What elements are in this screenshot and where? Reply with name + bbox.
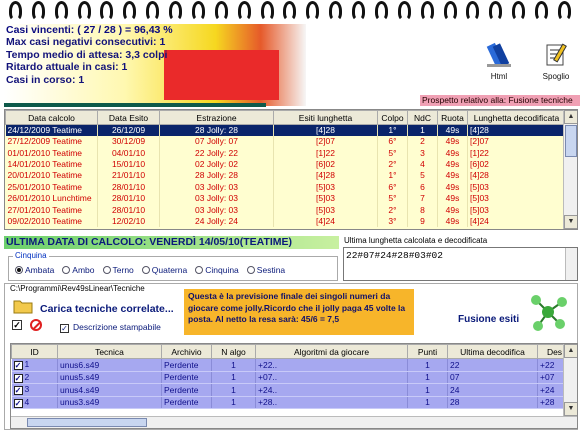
table-cell: [1]22: [274, 147, 378, 158]
table-cell: 2: [408, 136, 438, 147]
table-cell: [5]03: [468, 182, 566, 193]
table-cell: [5]03: [274, 204, 378, 215]
table-cell: [5]03: [468, 204, 566, 215]
radio-icon: [103, 266, 111, 274]
table-cell: 6°: [378, 182, 408, 193]
table-cell: [58, 396, 162, 409]
table-cell: [448, 396, 538, 409]
table-cell: 14/01/2010 Teatime: [6, 159, 98, 170]
table-cell: 02 Jolly: 02: [160, 159, 274, 170]
table-cell: [408, 396, 448, 409]
cell-text: 1: [425, 359, 430, 370]
cell-text: 1: [425, 372, 430, 383]
table-cell: 26/12/09: [98, 125, 160, 137]
table-cell: 25/01/2010 Teatime: [6, 182, 98, 193]
table-row[interactable]: [6, 159, 566, 170]
cell-text: 1: [24, 359, 30, 370]
cell-text: Perdente: [164, 372, 199, 383]
column-header[interactable]: Ultima decodifica: [448, 345, 538, 359]
table-cell: 5°: [378, 193, 408, 204]
table-cell: [2]07: [274, 136, 378, 147]
html-button[interactable]: Html: [474, 40, 524, 81]
radio-icon: [62, 266, 70, 274]
table-cell: [448, 384, 538, 397]
table-cell: 22 Jolly: 22: [160, 147, 274, 158]
cell-text: +24..: [258, 384, 278, 395]
results-scrollbar[interactable]: [563, 110, 577, 229]
table-cell: [12, 384, 58, 397]
radio-label: Sestina: [256, 265, 286, 275]
table-cell: 09/02/2010 Teatime: [6, 216, 98, 227]
column-header[interactable]: N algo: [212, 345, 256, 359]
stat-ritardo: Ritardo attuale in casi: 1: [6, 61, 128, 74]
table-cell: [5]03: [468, 193, 566, 204]
radio-label: Terno: [112, 265, 134, 275]
radio-label: Cinquina: [205, 265, 239, 275]
radio-icon: [247, 266, 255, 274]
table-cell: [256, 371, 408, 384]
cell-text: unus4.s49: [60, 384, 100, 395]
row-checkbox[interactable]: ✓: [14, 361, 22, 371]
table-cell: 49s: [438, 193, 468, 204]
cell-text: 28: [450, 397, 460, 408]
table-cell: 20/01/2010 Teatime: [6, 170, 98, 181]
table-cell: 6: [408, 182, 438, 193]
table-cell: [6]02: [274, 159, 378, 170]
tecniche-path: C:\Programmi\Rev49sLinear\Tecniche: [10, 284, 145, 293]
table-row[interactable]: [12, 371, 572, 384]
cell-text: 4: [24, 396, 30, 407]
table-cell: 28 Jolly: 28: [160, 125, 274, 137]
notebook-spiral: [0, 0, 580, 22]
table-cell: 30/12/09: [98, 136, 160, 147]
table-row[interactable]: [6, 147, 566, 158]
table-cell: 49s: [438, 147, 468, 158]
table-cell: 4: [408, 159, 438, 170]
table-cell: [12, 359, 58, 372]
table-row[interactable]: [12, 384, 572, 397]
column-header[interactable]: Colpo: [378, 111, 408, 125]
table-cell: 21/01/10: [98, 170, 160, 181]
row-checkbox[interactable]: ✓: [14, 386, 22, 396]
table-cell: 01/01/2010 Teatime: [6, 147, 98, 158]
table-cell: [4]24: [468, 216, 566, 227]
cell-text: 1: [231, 397, 236, 408]
stat-casi-in-corso: Casi in corso: 1: [6, 73, 85, 86]
divider: [4, 103, 266, 107]
table-cell: 5°: [378, 147, 408, 158]
table-row[interactable]: [12, 396, 572, 409]
table-cell: [4]24: [274, 216, 378, 227]
table-cell: [58, 371, 162, 384]
table-cell: [162, 359, 212, 372]
row-checkbox[interactable]: ✓: [14, 398, 22, 408]
cell-text: 2: [24, 371, 30, 382]
cell-text: +24: [540, 384, 555, 395]
table-cell: [162, 371, 212, 384]
table-cell: 49s: [438, 216, 468, 227]
spoglio-button[interactable]: Spoglio: [536, 42, 576, 81]
stat-max-negativi: Max casi negativi consecutivi: 1: [6, 36, 166, 49]
table-cell: 24 Jolly: 24: [160, 216, 274, 227]
table-row[interactable]: [6, 182, 566, 193]
scroll-up-icon[interactable]: ▲: [564, 344, 578, 358]
table-cell: 49s: [438, 204, 468, 215]
table-cell: [58, 384, 162, 397]
sorte-group: Cinquina Ambata Ambo Terno Quaterna Cinquina Sestina: [8, 256, 338, 281]
table-cell: 49s: [438, 170, 468, 181]
table-row[interactable]: [12, 359, 572, 372]
table-cell: 49s: [438, 182, 468, 193]
table-cell: [256, 384, 408, 397]
tecniche-hscrollbar[interactable]: [11, 416, 577, 428]
table-cell: 2°: [378, 204, 408, 215]
table-cell: 49s: [438, 159, 468, 170]
column-header[interactable]: Estrazione: [160, 111, 274, 125]
cell-text: 1: [231, 384, 236, 395]
column-header[interactable]: Lunghetta decodificata: [468, 111, 566, 125]
table-cell: 24/12/2009 Teatime: [6, 125, 98, 137]
cell-text: 07: [450, 372, 460, 383]
column-header[interactable]: Punti: [408, 345, 448, 359]
radio-cinquina[interactable]: [195, 265, 239, 275]
column-header[interactable]: Data calcolo: [6, 111, 98, 125]
scroll-up-icon[interactable]: ▲: [564, 110, 578, 124]
table-cell: [448, 359, 538, 372]
cell-text: 24: [450, 384, 460, 395]
table-cell: [408, 359, 448, 372]
table-cell: 12/02/10: [98, 216, 160, 227]
table-cell: 03 Jolly: 03: [160, 182, 274, 193]
radio-icon: [195, 266, 203, 274]
table-cell: [1]22: [468, 147, 566, 158]
document-pencil-icon: [543, 42, 569, 70]
cell-text: Perdente: [164, 384, 199, 395]
table-cell: 27/12/2009 Teatime: [6, 136, 98, 147]
table-cell: [162, 396, 212, 409]
table-cell: [448, 371, 538, 384]
stat-tempo-medio: Tempo medio di attesa: 3,3 colpi: [6, 48, 168, 61]
cancel-icon[interactable]: [30, 319, 42, 331]
cell-text: 1: [231, 372, 236, 383]
cell-text: 1: [425, 384, 430, 395]
table-cell: [5]03: [274, 193, 378, 204]
table-cell: [256, 359, 408, 372]
table-cell: 3°: [378, 216, 408, 227]
table-cell: [4]28: [468, 125, 566, 137]
tecniche-vscrollbar[interactable]: [563, 344, 577, 416]
stat-casi-vincenti: Casi vincenti: ( 27 / 28 ) = 96,43 %: [6, 24, 173, 36]
radio-terno[interactable]: [103, 265, 134, 275]
table-cell: [212, 396, 256, 409]
cell-text: 22: [450, 359, 460, 370]
column-header[interactable]: Algoritmi da giocare: [256, 345, 408, 359]
radio-icon: [142, 266, 150, 274]
ultima-lunghetta-label: Ultima lunghetta calcolata e decodificata: [344, 236, 488, 245]
prospetto-label: Prospetto relativo alla: Fusione tecniche: [420, 95, 580, 106]
radio-label: Ambata: [25, 265, 55, 275]
radio-label: Ambo: [72, 265, 95, 275]
column-header[interactable]: Esiti lunghetta: [274, 111, 378, 125]
cell-text: +28: [540, 397, 555, 408]
table-cell: [256, 396, 408, 409]
cell-text: +07..: [258, 372, 278, 383]
radio-ambata[interactable]: [15, 265, 54, 275]
carica-tecniche-button[interactable]: Carica tecniche correlate...: [40, 303, 174, 315]
cell-text: +22: [540, 359, 555, 370]
cell-text: unus3.s49: [60, 397, 100, 408]
previsione-note: Questa è la previsione finale dei singoli numeri da giocare come jolly.Ricordo che il jolly paga 45 volte la posta. Al netto la resa sarà: 45/6 = 7,5: [184, 289, 414, 335]
radio-label: Quaterna: [151, 265, 188, 275]
table-cell: 8: [408, 204, 438, 215]
table-cell: 27/01/2010 Teatime: [6, 204, 98, 215]
cell-text: +22..: [258, 359, 278, 370]
table-cell: 9: [408, 216, 438, 227]
table-cell: 28 Jolly: 28: [160, 170, 274, 181]
ultima-scrollbar[interactable]: [565, 248, 577, 280]
table-cell: [162, 384, 212, 397]
folder-icon[interactable]: [13, 298, 33, 314]
cell-text: Perdente: [164, 359, 199, 370]
results-grid[interactable]: [4, 109, 578, 230]
table-cell: 3: [408, 147, 438, 158]
cell-text: 1: [425, 397, 430, 408]
column-header[interactable]: Archivio: [162, 345, 212, 359]
table-cell: [212, 384, 256, 397]
cell-text: Perdente: [164, 397, 199, 408]
radio-ambo[interactable]: [62, 265, 94, 275]
table-cell: 28/01/10: [98, 204, 160, 215]
molecule-icon[interactable]: [528, 292, 570, 334]
column-header[interactable]: Des: [538, 345, 572, 359]
table-cell: 15/01/10: [98, 159, 160, 170]
cell-text: +28..: [258, 397, 278, 408]
table-row[interactable]: [6, 204, 566, 215]
table-cell: [4]28: [274, 125, 378, 137]
table-cell: [408, 384, 448, 397]
table-cell: [4]28: [468, 170, 566, 181]
table-cell: [2]07: [468, 136, 566, 147]
column-header[interactable]: Tecnica: [58, 345, 162, 359]
column-header[interactable]: Ruota: [438, 111, 468, 125]
table-cell: [408, 371, 448, 384]
column-header[interactable]: ID: [12, 345, 58, 359]
cell-text: +07: [540, 372, 555, 383]
scroll-down-icon[interactable]: ▼: [564, 402, 578, 416]
table-row[interactable]: [6, 125, 566, 137]
radio-icon: [15, 266, 23, 274]
table-cell: 28/01/10: [98, 182, 160, 193]
table-cell: [12, 371, 58, 384]
row-checkbox[interactable]: ✓: [14, 373, 22, 383]
table-cell: 1°: [378, 125, 408, 137]
column-header[interactable]: Data Esito: [98, 111, 160, 125]
table-cell: 7: [408, 193, 438, 204]
table-cell: 04/01/10: [98, 147, 160, 158]
radio-quaterna[interactable]: [142, 265, 187, 275]
table-cell: 6°: [378, 136, 408, 147]
table-cell: 03 Jolly: 03: [160, 204, 274, 215]
table-cell: 2°: [378, 159, 408, 170]
table-cell: 28/01/10: [98, 193, 160, 204]
table-cell: 49s: [438, 136, 468, 147]
table-cell: 49s: [438, 125, 468, 137]
ultima-lunghetta-field[interactable]: 22#07#24#28#03#02: [343, 247, 578, 281]
stats-panel: [4, 24, 306, 106]
table-cell: [58, 359, 162, 372]
table-cell: 26/01/2010 Lunchtime: [6, 193, 98, 204]
table-cell: 1°: [378, 170, 408, 181]
table-cell: [6]02: [468, 159, 566, 170]
table-row[interactable]: [6, 170, 566, 181]
cell-text: 3: [24, 384, 30, 395]
cell-text: unus5.s49: [60, 372, 100, 383]
column-header[interactable]: NdC: [408, 111, 438, 125]
table-row[interactable]: [6, 216, 566, 227]
ultima-data-banner: ULTIMA DATA DI CALCOLO: VENERDÌ 14/05/10(TEATIME): [4, 236, 339, 249]
table-cell: 5: [408, 170, 438, 181]
cell-text: unus6.s49: [60, 359, 100, 370]
descrizione-stampabile-checkbox[interactable]: ✓ Descrizione stampabile: [61, 322, 161, 333]
check-icon[interactable]: ✓: [13, 320, 21, 330]
table-row[interactable]: [6, 193, 566, 204]
table-cell: 1: [408, 125, 438, 137]
scroll-down-icon[interactable]: ▼: [564, 215, 578, 229]
books-icon: [485, 40, 513, 70]
table-cell: [5]03: [274, 182, 378, 193]
radio-sestina[interactable]: [247, 265, 285, 275]
tecniche-grid[interactable]: [10, 343, 578, 429]
cell-text: 1: [231, 359, 236, 370]
table-cell: [212, 371, 256, 384]
table-cell: 07 Jolly: 07: [160, 136, 274, 147]
table-cell: 03 Jolly: 03: [160, 193, 274, 204]
table-row[interactable]: [6, 136, 566, 147]
table-cell: [12, 396, 58, 409]
fusione-esiti-label: Fusione esiti: [458, 314, 520, 325]
table-cell: [212, 359, 256, 372]
table-cell: [4]28: [274, 170, 378, 181]
